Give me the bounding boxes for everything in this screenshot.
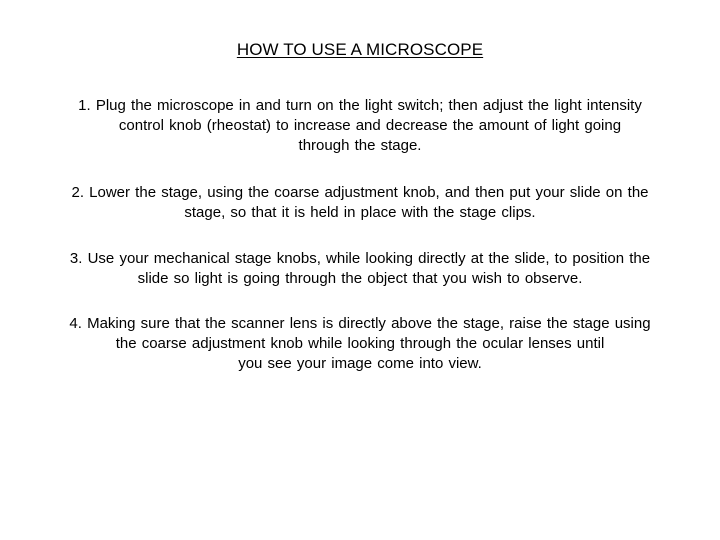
step-3 <box>40 249 680 289</box>
step-2-line-1: 2. Lower the stage, using the coarse adjustment knob, and then put your slide on the <box>71 184 649 201</box>
step-2-line-2: stage, so that it is held in place with the stage clips. <box>184 204 536 221</box>
step-4 <box>40 314 680 374</box>
step-3-line-1: 3. Use your mechanical stage knobs, while looking directly at the slide, to position the <box>69 250 651 267</box>
step-4-line-3: you see your image come into view. <box>238 355 482 372</box>
step-1-line-1: 1. Plug the microscope in and turn on the light switch; then adjust the light intensity <box>78 97 642 114</box>
page-title: HOW TO USE A MICROSCOPE <box>236 40 484 59</box>
step-1-line-2: control knob (rheostat) to increase and decrease the amount of light going <box>118 117 622 134</box>
step-4-line-2: the coarse adjustment knob while looking through the ocular lenses until <box>115 335 605 352</box>
step-1-line-3: through the stage. <box>298 137 422 154</box>
step-1 <box>40 96 680 156</box>
step-3-line-2: slide so light is going through the object that you wish to observe. <box>137 270 583 287</box>
step-2 <box>40 183 680 223</box>
step-4-line-1: 4. Making sure that the scanner lens is directly above the stage, raise the stage using <box>69 315 651 332</box>
